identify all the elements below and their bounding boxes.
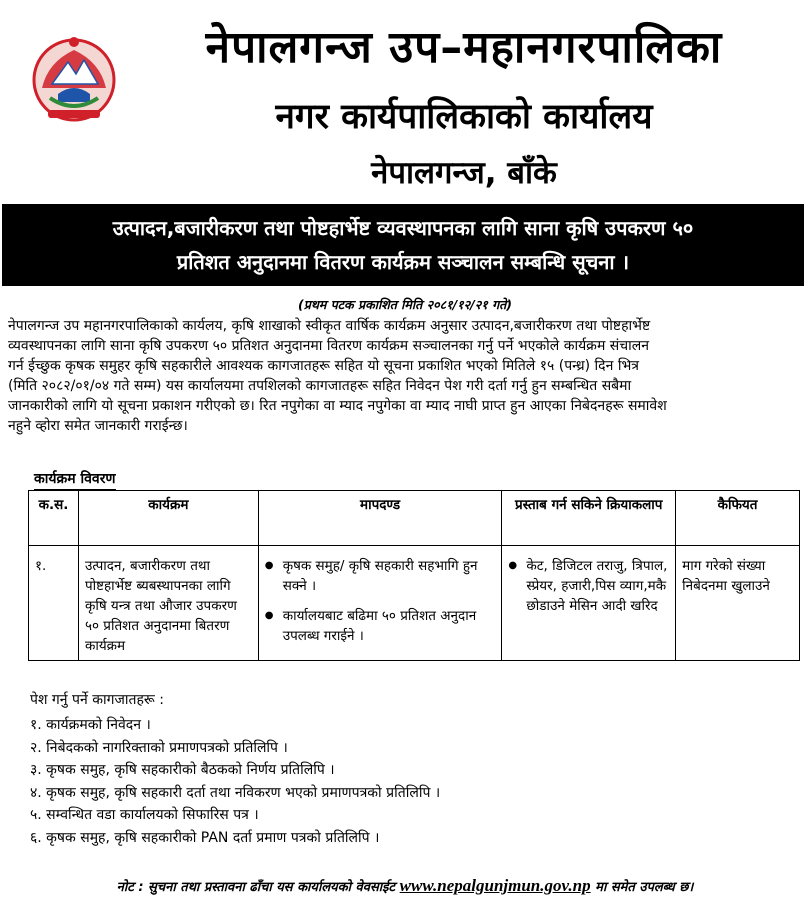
government-emblem-icon — [28, 32, 120, 124]
table-header-row — [29, 491, 800, 546]
cell-program: उत्पादन, बजारीकरण तथा पोष्टहार्भेष्ट ब्यबस्थापनका लागि कृषि यन्त्र तथा औजार उपकरण ५० प्रतिशत अनुदानमा बितरण कार्यक्रम — [78, 546, 258, 661]
municipality-title: नेपालगन्ज उप–महानगरपालिका — [205, 22, 723, 73]
cell-activities — [502, 546, 676, 661]
cell-remarks: माग गरेको संख्या निबेदनमा खुलाउने — [676, 546, 800, 661]
column-header-criteria: मापदण्ड — [258, 491, 502, 546]
body-line: नहुने व्होरा समेत जानकारी गराईन्छ। — [8, 418, 188, 434]
footnote-suffix: मा समेत उपलब्ध छ। — [595, 880, 694, 895]
notice-title-banner — [2, 204, 804, 286]
required-documents-title: पेश गर्नु पर्ने कागजातहरू : — [30, 692, 164, 708]
body-line: (मिति २०८२/०१/०४ गते सम्म) यस कार्यालयमा तपशिलको कागजातहरू सहित निवेदन पेश गरी दर्ता गर्नु हुन सम्बन्धित सबैमा — [8, 378, 632, 394]
required-documents-list — [30, 714, 440, 850]
notice-title-line-1: उत्पादन,बजारीकरण तथा पोष्टहार्भेष्ट व्यवस्थापनका लागि साना कृषि उपकरण ५० — [112, 216, 694, 240]
body-line: व्यवस्थापनका लागि साना कृषि उपकरण ५० प्रतिशत अनुदानमा वितरण कार्यक्रम सञ्चालनका गर्नु पर्ने भएकोले कार्यक्रम संचालन — [8, 338, 650, 354]
table-row — [29, 546, 800, 661]
location-title: नेपालगन्ज, बाँके — [371, 155, 557, 191]
criteria-item: ● कृषक समुह/ कृषि सहकारी सहभागि हुन सक्ने । — [265, 556, 496, 596]
criteria-item: ● कार्यालयबाट बढिमा ५० प्रतिशत अनुदान उपलब्ध गराईने । — [265, 606, 496, 646]
list-item: १. कार्यक्रमको निवेदन । — [30, 717, 151, 733]
cell-criteria — [258, 546, 502, 661]
activity-item: ● केट, डिजिटल तराजु, त्रिपाल, स्प्रेयर, हजारी,पिस व्याग,मकै छोडाउने मेसिन आदी खरिद — [508, 556, 669, 616]
column-header-sn: क.स. — [29, 491, 79, 546]
list-item: २. निबेदकको नागरिक्ताको प्रमाणपत्रको प्रतिलिपि । — [30, 739, 288, 756]
notice-body — [8, 316, 802, 436]
list-item: ४. कृषक समुह, कृषि सहकारी दर्ता तथा नविकरण भएको प्रमाणपत्रको प्रतिलिपि । — [30, 784, 441, 801]
office-title: नगर कार्यपालिकाको कार्यालय — [275, 97, 653, 137]
column-header-activities: प्रस्ताब गर्न सकिने क्रियाकलाप — [502, 491, 676, 546]
footnote — [0, 876, 810, 898]
column-header-program: कार्यक्रम — [78, 491, 258, 546]
list-item: ३. कृषक समुह, कृषि सहकारीको बैठकको निर्णय प्रतिलिपि । — [30, 762, 335, 779]
footnote-prefix: नोट : सुचना तथा प्रस्तावना ढाँचा यस कार्यालयको वेवसाईट — [116, 880, 396, 895]
body-line: गर्न ईच्छुक कृषक समुहर कृषि सहकारीले आवश्यक कागजातहरू सहित यो सूचना प्रकाशित भएको मितिले १५ (पन्ध्र) दिन भित्र — [8, 358, 640, 374]
body-line: जानकारीको लागि यो सूचना प्रकाशन गरीएको छ। रित नपुगेका वा म्याद नपुगेका वा म्याद नाघी प्राप्त हुन आएका निबेदनहरू समावेश — [8, 398, 667, 414]
notice-title-line-2: प्रतिशत अनुदानमा वितरण कार्यक्रम सञ्चालन सम्बन्धि सूचना । — [176, 250, 630, 274]
list-item: ६. कृषक समुह, कृषि सहकारीको PAN दर्ता प्रमाण पत्रको प्रतिलिपि । — [30, 829, 380, 846]
program-details-label: कार्यक्रम विवरण — [34, 470, 116, 490]
website-link[interactable]: www.nepalgunjmun.gov.np — [399, 876, 591, 895]
cell-sn: १. — [29, 546, 79, 661]
body-line: नेपालगन्ज उप महानगरपालिकाको कार्यलय, कृषि शाखाको स्वीकृत वार्षिक कार्यक्रम अनुसार उत्पादन,बजारीकरण तथा पोष्टहार्भेष्ट — [8, 318, 651, 334]
program-table — [28, 490, 800, 661]
list-item: ५. सम्वन्धित वडा कार्यालयको सिफारिस पत्र । — [30, 807, 259, 824]
published-date: (प्रथम पटक प्रकाशित मिति २०८१/१२/२१ गते) — [298, 297, 512, 312]
column-header-remarks: कैफियत — [676, 491, 800, 546]
